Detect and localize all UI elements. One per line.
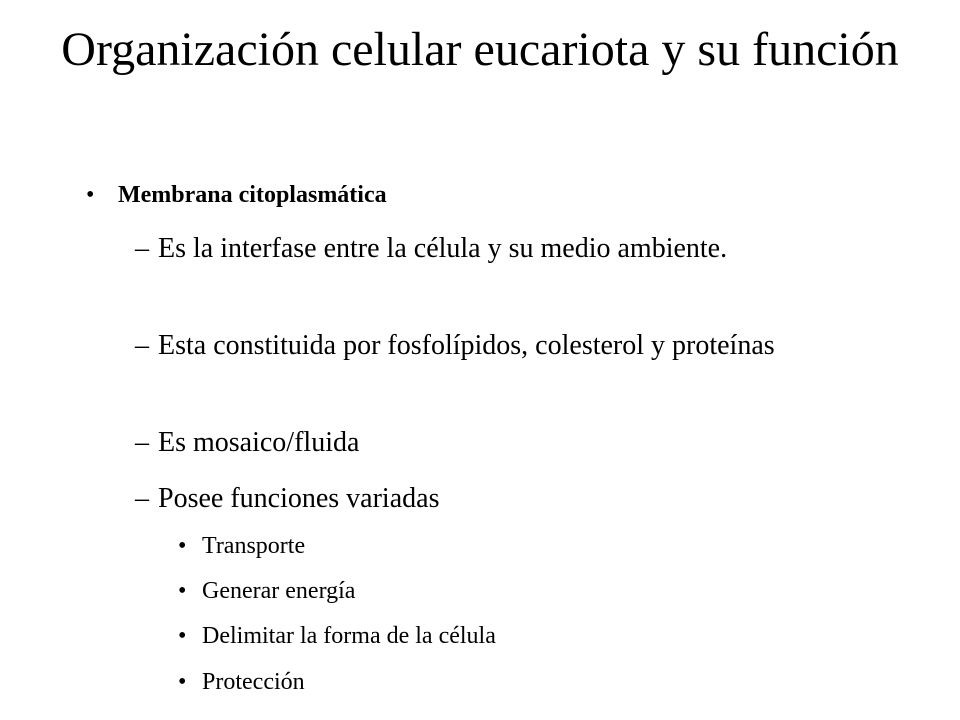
subpoint-text: Es la interfase entre la célula y su medio ambiente. <box>158 233 728 264</box>
subpoint-item <box>135 230 895 268</box>
dash-marker: – <box>135 483 149 514</box>
bullet-label: Membrana citoplasmática <box>118 182 387 208</box>
bullet-marker: • <box>178 578 187 604</box>
bullet-marker: • <box>178 533 187 559</box>
slide-title: Organización celular eucariota y su función <box>61 23 899 76</box>
dash-marker: – <box>135 330 149 361</box>
subpoint-text: Esta constituida por fosfolípidos, colesterol y proteínas <box>158 330 775 361</box>
bullet-marker: • <box>178 669 187 695</box>
subpoint-item <box>135 480 895 518</box>
subpoint-item <box>135 424 895 462</box>
subpoint-item <box>135 327 895 365</box>
dash-marker: – <box>135 427 149 458</box>
function-text: Delimitar la forma de la célula <box>202 623 496 649</box>
subpoint-text: Es mosaico/fluida <box>158 427 360 458</box>
function-text: Protección <box>202 669 305 695</box>
subpoint-text: Posee funciones variadas <box>158 483 440 514</box>
function-text: Transporte <box>202 533 306 559</box>
bullet-marker: • <box>86 182 95 208</box>
bullet-marker: • <box>178 623 187 649</box>
function-text: Generar energía <box>202 578 356 604</box>
dash-marker: – <box>135 233 149 264</box>
